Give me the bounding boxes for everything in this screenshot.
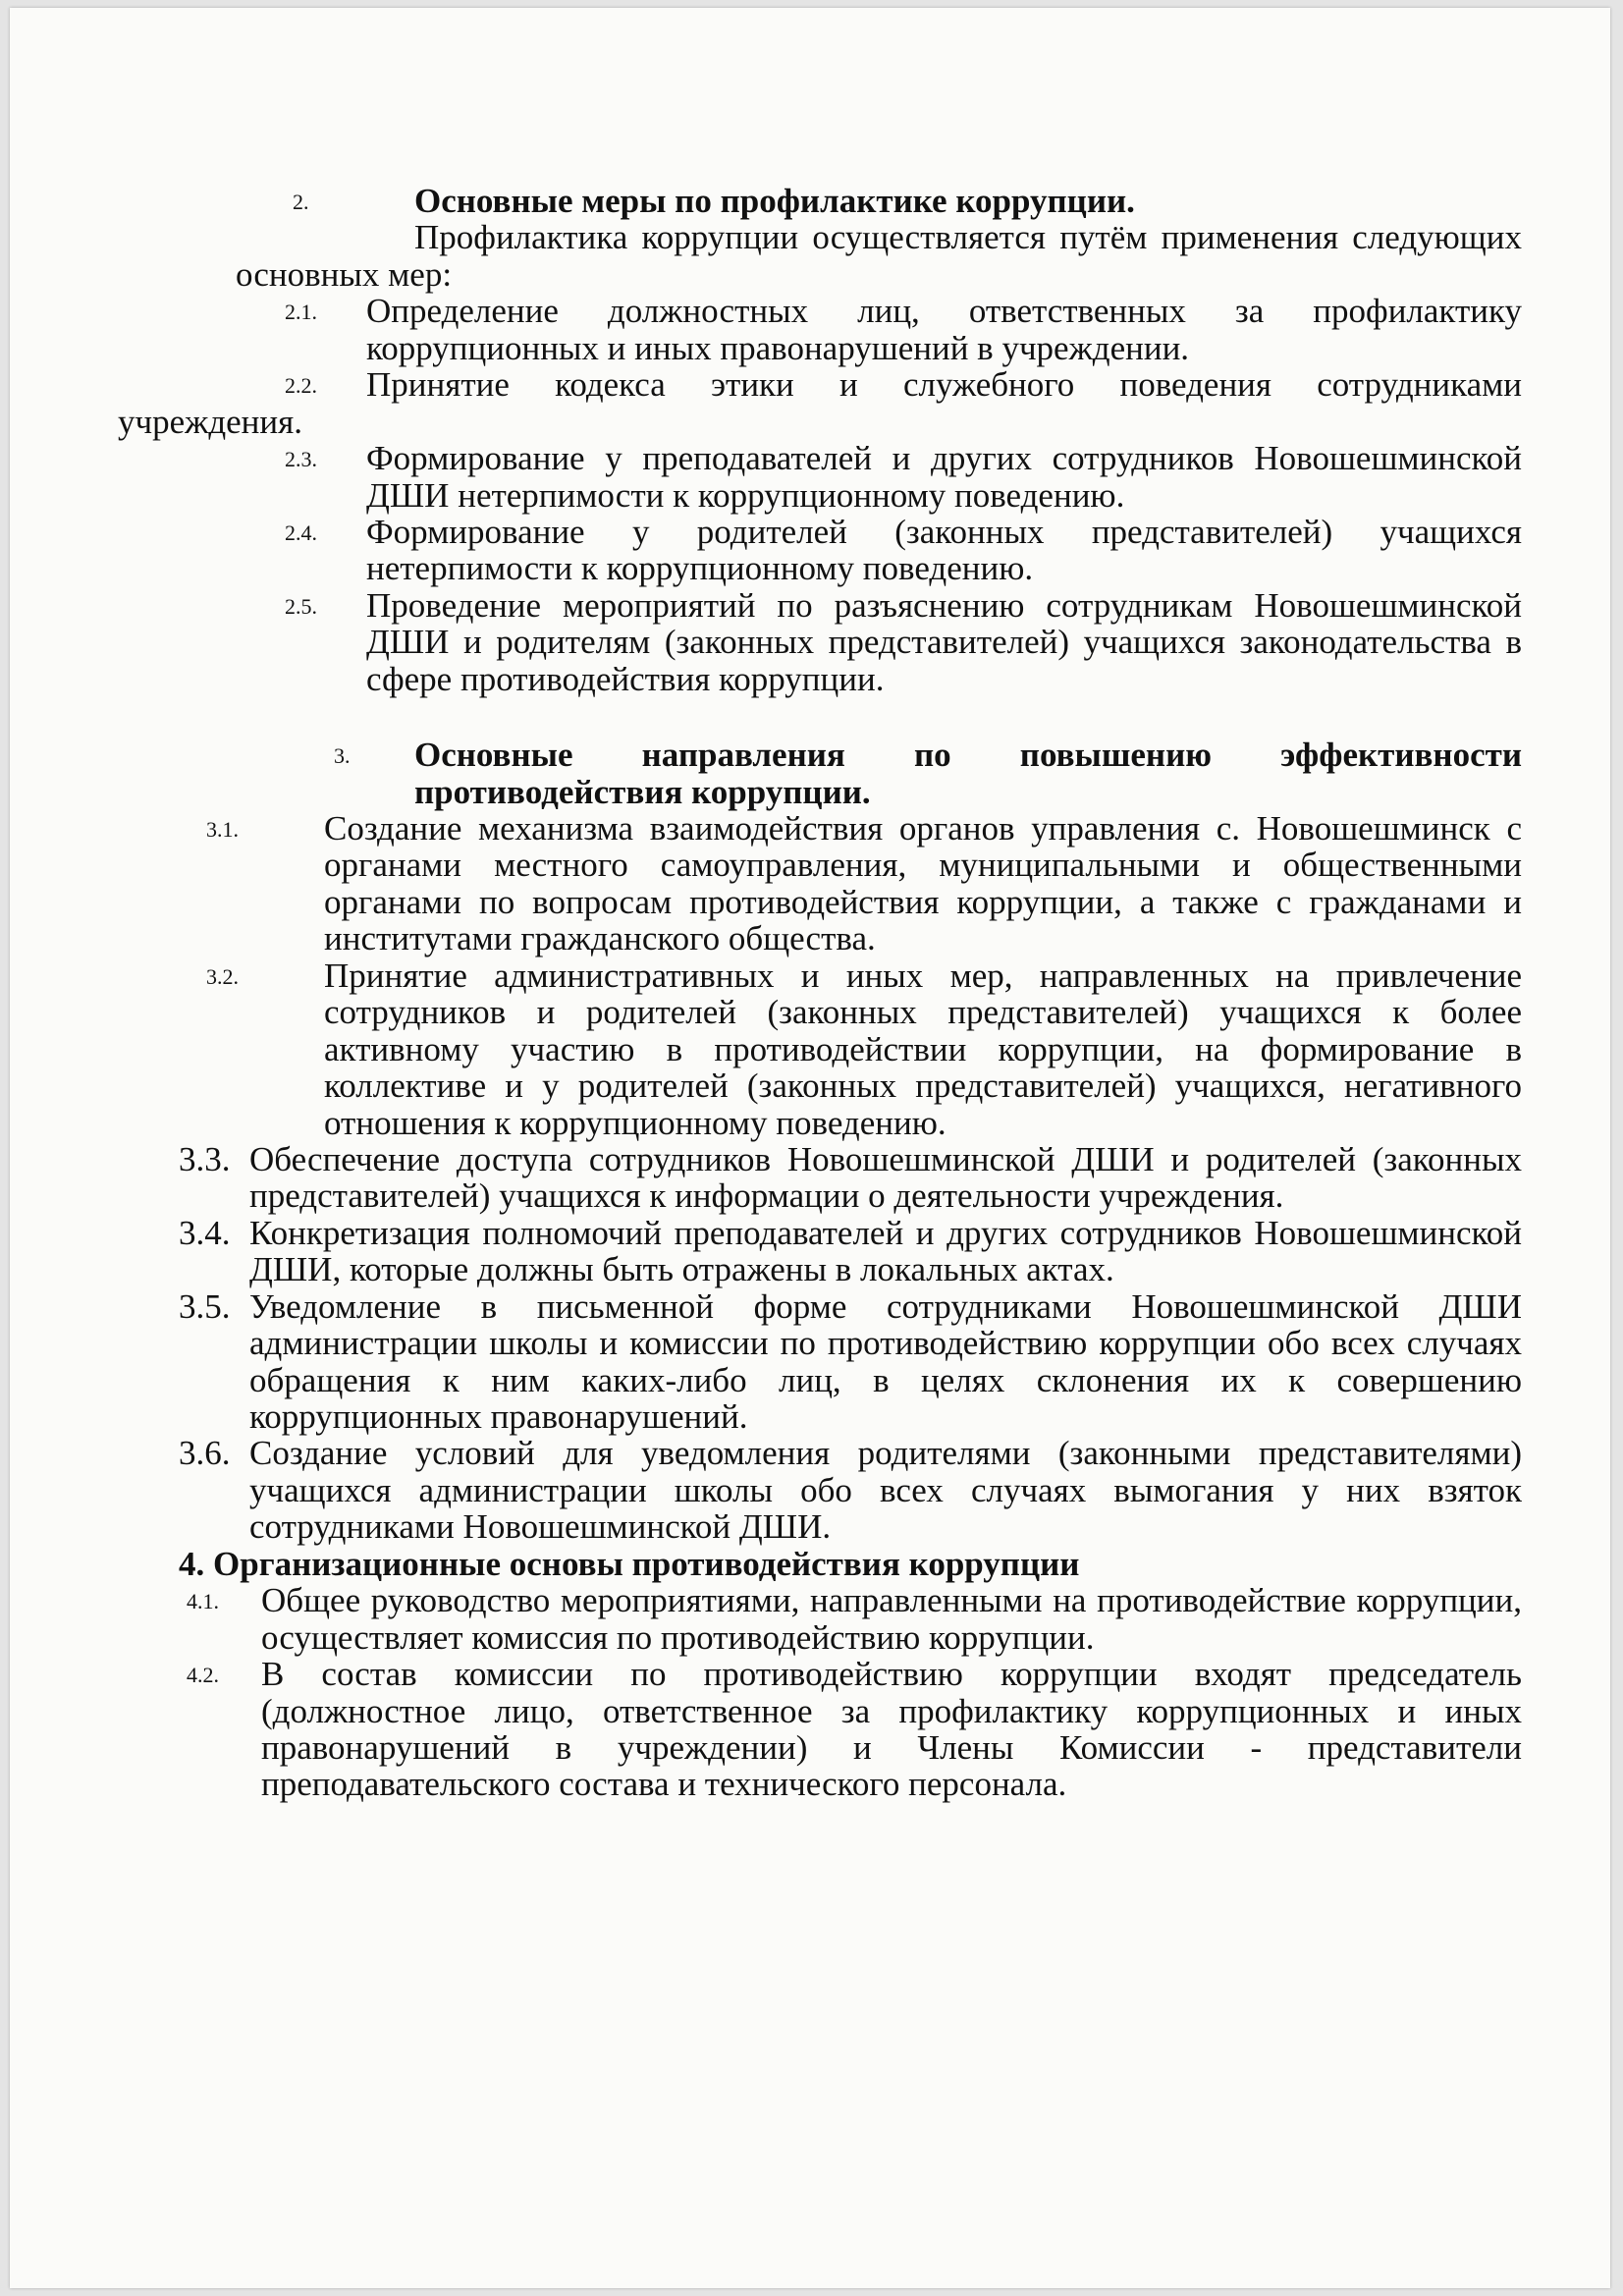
section-title: Основные меры по профилактике коррупции. bbox=[414, 182, 1135, 220]
clause-2-2-continuation: учреждения. bbox=[118, 402, 302, 441]
clause-2-5 bbox=[236, 587, 1522, 697]
clause-number: 3.1. bbox=[206, 817, 239, 842]
clause-text: Создание условий для уведомления родителями (законными представителями) учащихся администрации школы обо всех случаях вымогания у них взяток сотрудниками Новошешминской ДШИ. bbox=[249, 1434, 1522, 1547]
clause-number: 4.1. bbox=[187, 1589, 219, 1614]
section-number: 2. bbox=[293, 190, 309, 214]
clause-number: 3.3. bbox=[179, 1139, 231, 1178]
clause-3-5 bbox=[179, 1288, 1522, 1436]
clause-number: 2.4. bbox=[285, 519, 317, 545]
document-page bbox=[10, 8, 1610, 2288]
clause-text: Формирование у родителей (законных представителей) учащихся нетерпимости к коррупционному поведению. bbox=[366, 512, 1522, 588]
clause-number: 2.5. bbox=[285, 593, 317, 619]
clause-number: 2.3. bbox=[285, 447, 317, 472]
section-4-heading bbox=[179, 1546, 1522, 1582]
clause-4-2 bbox=[187, 1656, 1522, 1803]
clause-number: 2.1. bbox=[285, 300, 317, 325]
section-number: 4. bbox=[179, 1544, 205, 1583]
section-2-intro: Профилактика коррупции осуществляется путём применения следующих основных мер: bbox=[236, 218, 1522, 294]
clause-text: Уведомление в письменной форме сотрудниками Новошешминской ДШИ администрации школы и комиссии по противодействию коррупции обо всех случаях обращения к ним каких-либо лиц, в целях склонения их к совершению коррупционных правонарушений. bbox=[249, 1286, 1522, 1436]
clause-text: Принятие кодекса этики и служебного поведения сотрудниками bbox=[366, 365, 1522, 405]
clause-2-2 bbox=[236, 366, 1522, 403]
clause-text: Конкретизация полномочий преподавателей и других сотрудников Новошешминской ДШИ, которые должны быть отражены в локальных актах. bbox=[249, 1213, 1522, 1289]
clause-number: 4.2. bbox=[187, 1663, 219, 1688]
clause-number: 3.5. bbox=[179, 1286, 231, 1326]
clause-text: Проведение мероприятий по разъяснению сотрудникам Новошешминской ДШИ и родителям (законных представителей) учащихся законодательства в сфере противодействия коррупции. bbox=[366, 585, 1522, 698]
document-body bbox=[118, 182, 1522, 1804]
clause-number: 3.4. bbox=[179, 1213, 231, 1252]
clause-3-2 bbox=[187, 957, 1522, 1141]
section-number: 3. bbox=[334, 743, 351, 769]
clause-text: Принятие административных и иных мер, направленных на привлечение сотрудников и родителей (законных представителей) учащихся к более активному участию в противодействии коррупции, на формирование в коллективе и у родителей (законных представителей) учащихся, негативного отношения к коррупционному поведению. bbox=[324, 956, 1522, 1142]
clause-text: Общее руководство мероприятиями, направленными на противодействие коррупции, осуществляет комиссия по противодействию коррупции. bbox=[261, 1581, 1522, 1657]
clause-text: В состав комиссии по противодействию коррупции входят председатель (должностное лицо, ответственное за профилактику коррупционных и иных правонарушений в учреждении) и Члены Комиссии - представители преподавательского состава и технического персонала. bbox=[261, 1655, 1522, 1804]
section-title: Основные направления по повышению эффективности противодействия коррупции. bbox=[414, 736, 1522, 811]
section-3-heading bbox=[236, 737, 1522, 810]
clause-2-3 bbox=[236, 440, 1522, 514]
clause-text: Определение должностных лиц, ответственных за профилактику коррупционных и иных правонарушений в учреждении. bbox=[366, 292, 1522, 367]
clause-2-1 bbox=[236, 293, 1522, 366]
section-title: Организационные основы противодействия коррупции bbox=[213, 1544, 1080, 1583]
section-2-heading bbox=[236, 183, 1522, 219]
clause-number: 2.2. bbox=[285, 373, 317, 399]
clause-text: Формирование у преподавателей и других сотрудников Новошешминской ДШИ нетерпимости к коррупционному поведению. bbox=[366, 439, 1522, 515]
clause-3-4 bbox=[179, 1215, 1522, 1288]
clause-3-3 bbox=[179, 1141, 1522, 1215]
clause-4-1 bbox=[187, 1582, 1522, 1656]
clause-text: Обеспечение доступа сотрудников Новошешминской ДШИ и родителей (законных представителей) учащихся к информации о деятельности учреждения. bbox=[249, 1139, 1522, 1216]
clause-number: 3.6. bbox=[179, 1434, 231, 1473]
clause-3-1 bbox=[187, 810, 1522, 957]
clause-3-6 bbox=[179, 1435, 1522, 1545]
clause-text: Создание механизма взаимодействия органов управления с. Новошешминск с органами местного самоуправления, муниципальными и общественными органами по вопросам противодействия коррупции, а также с гражданами и институтами гражданского общества. bbox=[324, 809, 1522, 958]
clause-number: 3.2. bbox=[206, 963, 239, 989]
clause-2-4 bbox=[236, 514, 1522, 587]
